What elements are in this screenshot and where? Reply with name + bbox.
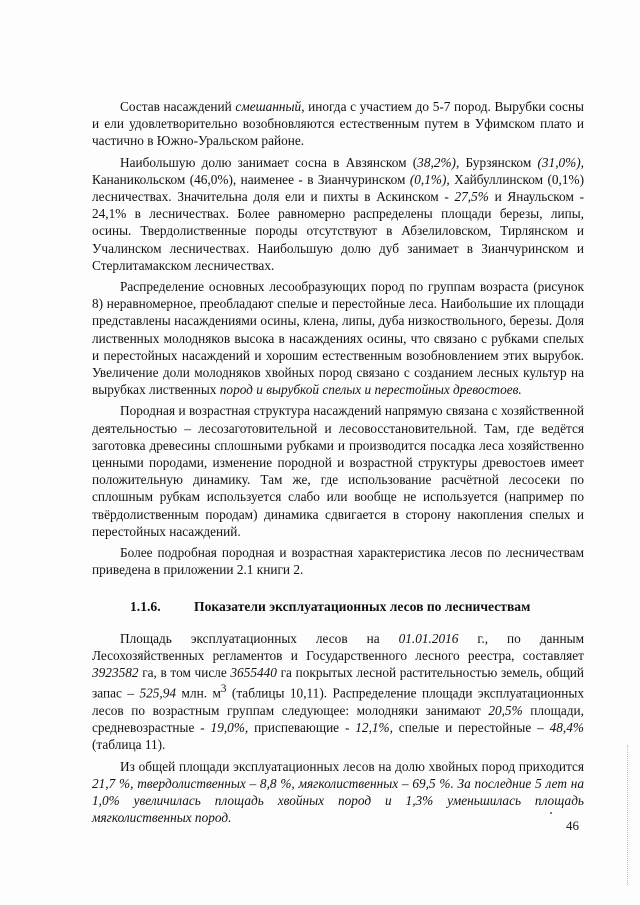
italic-run: (31,0%), <box>537 154 584 170</box>
text-run: Бурзянском <box>459 154 538 170</box>
paragraph-pine-share <box>92 154 584 274</box>
page-content <box>92 98 584 830</box>
text-run: спелые и перестойные – <box>392 720 550 736</box>
text-run: приспевающие - <box>248 720 356 736</box>
text-run: и Янаульском - 24,1% в лесничествах. Более равномерно распределены площади березы, липы, осины. Твердолиственные породы отсутствуют в Абзелиловском, Тирлянском и Учалинском лесничествах. Наибольшую долю дуб занимает в Зианчуринском и Стерлитамакском лесничествах. <box>92 189 584 273</box>
italic-run: 01.01.2016 <box>398 630 459 646</box>
italic-run: смешанный <box>235 99 302 114</box>
superscript: 3 <box>220 683 227 696</box>
text-run: Площадь эксплуатационных лесов на <box>120 630 399 646</box>
italic-run: 27,5% <box>454 189 489 205</box>
text-run: Наибольшую долю занимает сосна в Авзянском ( <box>120 154 418 170</box>
paragraph-species-share <box>92 758 584 827</box>
italic-run: 19,0%, <box>210 720 249 736</box>
italic-run: (0,1%), <box>409 171 450 187</box>
text-run: га, в том числе <box>138 665 231 681</box>
text-run: Хайбуллинском (0,1%) лесничествах. Значительна доля ели и пихты в Аскинском - <box>92 171 584 205</box>
italic-run: пород и вырубкой спелых и перестойных древостоев. <box>219 382 522 398</box>
paragraph-age-distribution <box>92 278 584 398</box>
italic-run: 3923582 <box>92 665 139 681</box>
text-run: г., по данным Лесохозяйственных регламентов и Государственного лесного реестра, составляет <box>92 630 584 663</box>
italic-run: 38,2%), <box>417 154 460 170</box>
section-title: Показатели эксплуатационных лесов по лесничествам <box>194 599 531 615</box>
italic-run: 525,94 <box>139 685 177 701</box>
paragraph-exploitation-area <box>92 630 584 754</box>
text-run: Из общей площади эксплуатационных лесов на долю хвойных пород приходится <box>120 758 584 774</box>
page-number: 46 <box>566 818 579 833</box>
italic-run: 48,4% <box>549 720 584 736</box>
text-run: Кананикольском (46,0%), наименее - в Зианчуринском <box>92 171 410 187</box>
paragraph-structure-dynamics: Породная и возрастная структура насаждений напрямую связана с хозяйственной деятельностью – лесозаготовительной и лесовосстановительной. Там, где ведётся заготовка древесины сплошными рубками и производится посадка леса хозяйственно ценными породами, изменение породной и возрастной структуры древостоев имеет положительную динамику. Там же, где использование расчётной лесосеки по сплошным рубкам используется слабо или вообще не используется (например по твёрдолиственным породам) динамика сдвигается в сторону накопления спелых и перестойных насаждений. <box>92 403 584 539</box>
text-run: га покрытых лесной растительностью земель, общий запас – <box>92 665 584 701</box>
scan-edge-line <box>627 745 629 885</box>
text-run: площади, средневозрастные - <box>92 702 584 736</box>
italic-run: 3655440 <box>230 665 277 681</box>
text-run: Распределение основных лесообразующих пород по группам возраста (рисунок 8) неравномерное, преобладают спелые и перестойные леса. Наибольшие их площади представлены насаждениями осины, клена, липы, дуба низкоствольного, березы. Доля лиственных молодняков высока в насаждениях осины, что связано с рубками спелых и перестойных насаждений и хорошим естественным возобновлением этих вырубок. Увеличение доли молодняков хвойных пород связано с созданием лесных культур на вырубках лиственных <box>92 279 584 398</box>
paragraph-appendix-reference: Более подробная породная и возрастная характеристика лесов по лесничествам приведена в приложении 2.1 книги 2. <box>92 545 584 578</box>
italic-run: 20,5% <box>488 702 523 718</box>
text-run: Состав насаждений <box>120 99 236 114</box>
section-number: 1.1.6. <box>130 599 161 615</box>
scan-speck <box>550 812 552 814</box>
text-run: млн. м <box>176 685 221 701</box>
italic-run: 21,7 %, твердолиственных – 8,8 %, мягколиственных – 69,5 %. За последние 5 лет на 1,0% увеличилась площадь хвойных пород и 1,3% уменьшилась площадь мягколиственных пород. <box>92 775 584 826</box>
paragraph-composition <box>92 98 584 150</box>
text-run: (таблица 11). <box>92 737 166 753</box>
italic-run: 12,1%, <box>355 720 393 736</box>
section-heading <box>92 598 584 615</box>
text-run: , иногда с участием до 5-7 пород. Вырубки сосны и ели удовлетворительно возобновляются естественным путем в Уфимском плато и частично в Южно-Уральском районе. <box>92 99 584 149</box>
text-run: (таблицы 10,11). Распределение площади эксплуатационных лесов по возрастным группам следующее: молодняки занимают <box>92 685 584 718</box>
